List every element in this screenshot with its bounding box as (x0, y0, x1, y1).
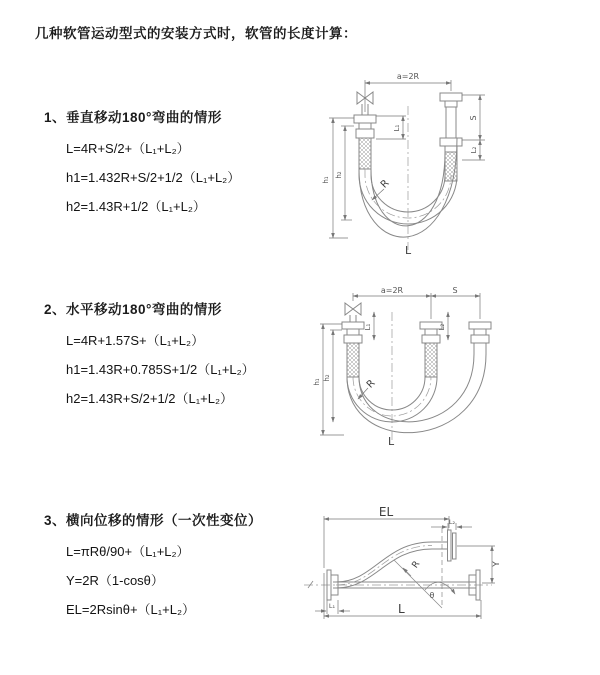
braided-hose-section (347, 343, 359, 377)
centerline-break-mark (308, 581, 313, 588)
formula-line: h2=1.43R+S/2+1/2（L₁+L₂） (66, 391, 233, 406)
section-horizontal-movement (44, 298, 255, 413)
section-heading: 2、水平移动180°弯曲的情形 (44, 302, 222, 317)
radius-label: R (378, 177, 392, 191)
section-heading: 1、垂直移动180°弯曲的情形 (44, 110, 222, 125)
radius-label: R (410, 559, 423, 571)
formula-line: h2=1.43R+1/2（L₁+L₂） (66, 199, 206, 214)
dimension-lines (329, 80, 485, 238)
dim-label-y: Y (492, 561, 502, 567)
formula-line: EL=2Rsinθ+（L₁+L₂） (66, 602, 196, 617)
diagram-horizontal-180-bend-svg (308, 282, 593, 460)
dim-label-h2: h₂ (323, 374, 331, 382)
dim-label-s: S (469, 115, 478, 121)
dim-label-s: S (452, 286, 458, 295)
hose-assembly (342, 303, 491, 433)
dim-label-l1: L₁ (328, 602, 336, 610)
hose-assembly (327, 528, 480, 608)
radius-label: R (364, 377, 378, 391)
dimension-lines (320, 293, 480, 435)
length-label: L (388, 435, 395, 448)
dim-label-el: EL (378, 505, 394, 519)
dim-label-h1: h₁ (313, 378, 321, 386)
formula-list (66, 537, 262, 624)
formula-line: L=πRθ/90+（L₁+L₂） (66, 544, 190, 559)
dim-label-a2r: a=2R (380, 286, 404, 295)
diagram-vertical-180-bend-svg (308, 68, 593, 270)
formula-line: L=4R+1.57S+（L₁+L₂） (66, 333, 205, 348)
section-lateral-displacement (44, 509, 262, 624)
diagram-lateral-displacement (296, 498, 598, 655)
formula-line: h1=1.43R+0.785S+1/2（L₁+L₂） (66, 362, 255, 377)
braided-hose-section (359, 138, 371, 169)
diagram-vertical-180-bend (308, 68, 593, 275)
dim-label-l1: L₁ (364, 323, 372, 331)
formula-line: Y=2R（1-cosθ） (66, 573, 164, 588)
dim-label-l2: L₂ (448, 518, 456, 526)
formula-list (66, 134, 240, 221)
length-label: L (398, 602, 405, 616)
dim-label-l2: L₂ (470, 146, 478, 154)
dim-label-l2: L₂ (438, 323, 446, 331)
dimension-lines (315, 516, 495, 619)
valve-icon (345, 303, 361, 315)
dim-label-a2r: a=2R (396, 72, 420, 81)
braided-hose-section (425, 343, 437, 377)
page-title: 几种软管运动型式的安装方式时，软管的长度计算： (35, 26, 357, 41)
angle-label: θ (429, 591, 435, 600)
section-heading: 3、横向位移的情形（一次性变位） (44, 513, 263, 528)
section-vertical-movement (44, 106, 240, 221)
formula-line: h1=1.432R+S/2+1/2（L₁+L₂） (66, 170, 241, 185)
length-label: L (405, 244, 412, 257)
diagram-horizontal-180-bend (308, 282, 593, 465)
formula-list (66, 326, 255, 413)
diagram-lateral-displacement-svg (296, 498, 598, 650)
formula-line: L=4R+S/2+（L₁+L₂） (66, 141, 190, 156)
dim-label-h2: h₂ (335, 171, 343, 179)
dim-label-h1: h₁ (322, 176, 330, 184)
dim-label-l1: L₁ (393, 124, 401, 132)
